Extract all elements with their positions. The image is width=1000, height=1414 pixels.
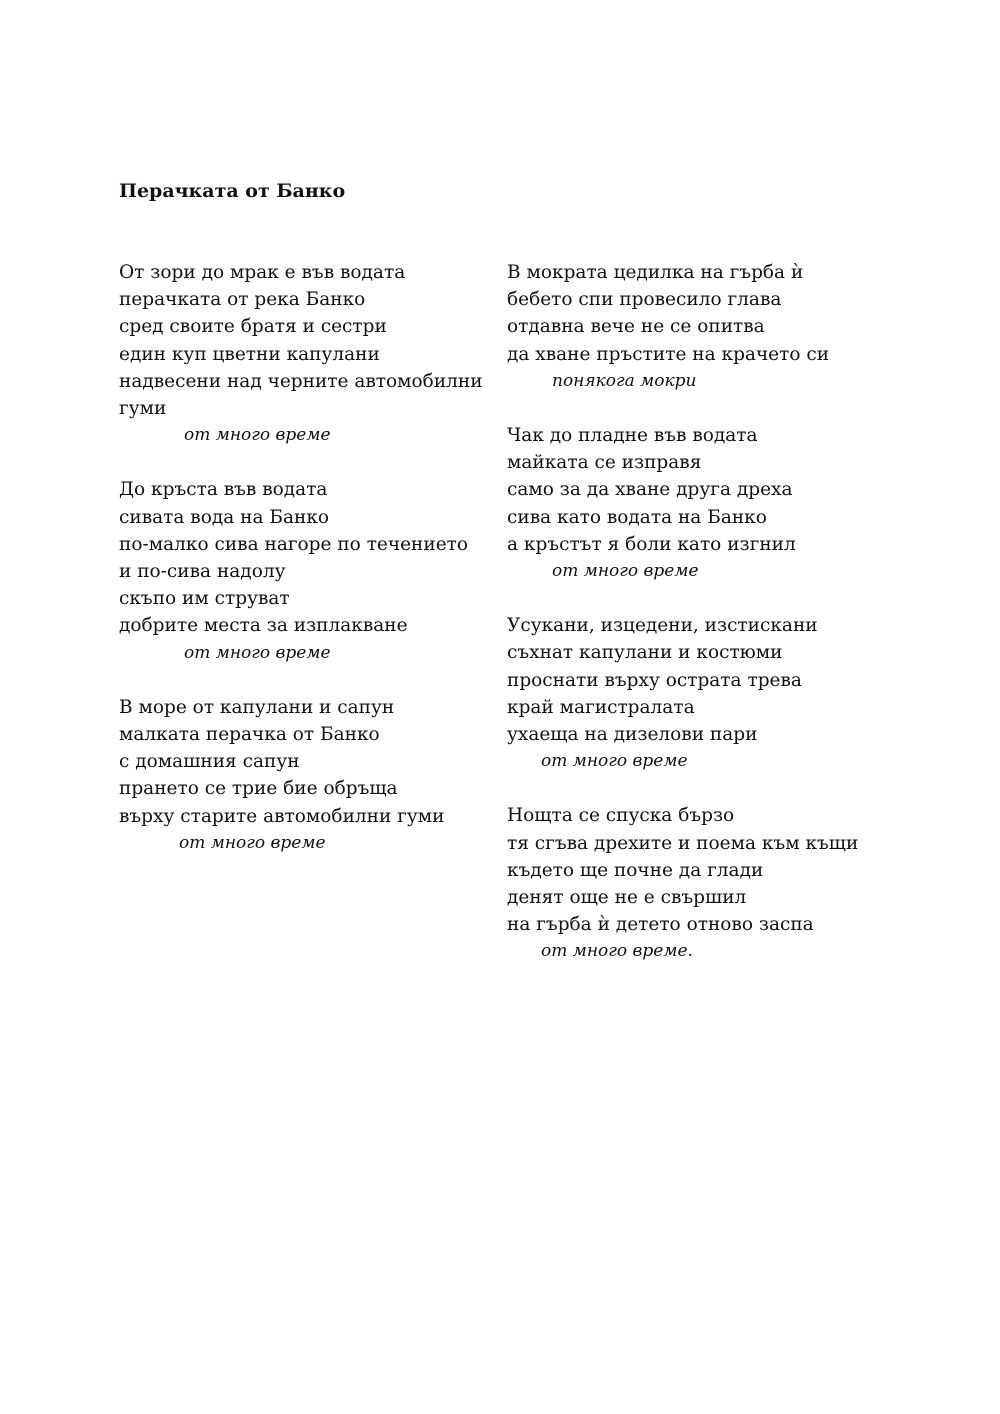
verse-line: денят още не е свършил xyxy=(507,887,747,909)
verse-line: с домашния сапун xyxy=(119,751,300,773)
verse-line: От зори до мрак е във водата xyxy=(119,262,406,283)
poem-column-right xyxy=(507,259,907,993)
verse-line: по-малко сива нагоре по течението xyxy=(119,533,469,555)
stanza xyxy=(507,259,907,395)
stanza xyxy=(507,422,907,585)
verse-line: сивата вода на Банко xyxy=(119,506,330,528)
refrain-line: от много време xyxy=(184,642,331,663)
verse-line: съхнат капулани и костюми xyxy=(507,642,783,664)
verse-line: Чак до пладне във водата xyxy=(507,425,758,447)
verse-line: край магистралата xyxy=(507,696,695,718)
verse-line: перачката от река Банко xyxy=(119,289,366,311)
refrain-line: от много време. xyxy=(541,941,693,962)
verse-line: сред своите братя и сестри xyxy=(119,316,387,338)
verse-line: където ще почне да глади xyxy=(507,859,764,881)
poem-column-left xyxy=(119,259,519,884)
poem-title: Перачката от Банко xyxy=(119,180,346,202)
refrain-line: от много време xyxy=(179,832,326,853)
verse-line: В мократа цедилка на гърба ѝ xyxy=(507,262,804,283)
verse-line: малката перачка от Банко xyxy=(119,724,380,746)
stanza xyxy=(507,612,907,775)
stanza xyxy=(507,802,907,965)
verse-line: майката се изправя xyxy=(507,452,702,474)
stanza xyxy=(119,476,519,666)
verse-line: и по-сива надолу xyxy=(119,561,286,583)
verse-line: върху старите автомобилни гуми xyxy=(119,805,445,827)
verse-line: само за да хване друга дреха xyxy=(507,479,793,501)
verse-line: тя сгъва дрехите и поема към къщи xyxy=(507,832,859,854)
refrain-line: понякога мокри xyxy=(552,370,697,391)
verse-line: До кръста във водата xyxy=(119,479,328,501)
verse-line: гуми xyxy=(119,398,167,420)
verse-line: Нощта се спуска бързо xyxy=(507,805,735,827)
verse-line: проснати върху острата трева xyxy=(507,669,802,691)
verse-line: а кръстът я боли като изгнил xyxy=(507,533,796,555)
refrain-line: от много време xyxy=(541,751,688,772)
verse-line: отдавна вече не се опитва xyxy=(507,316,765,338)
verse-line: В море от капулани и сапун xyxy=(119,696,395,718)
verse-line: надвесени над черните автомобилни xyxy=(119,370,483,392)
verse-line: сива като водата на Банко xyxy=(507,506,767,528)
verse-line: един куп цветни капулани xyxy=(119,343,380,365)
refrain-line: от много време xyxy=(552,561,699,582)
verse-line: бебето спи провесило глава xyxy=(507,289,782,311)
verse-line: на гърба ѝ детето отново заспа xyxy=(507,914,814,936)
stanza xyxy=(119,694,519,857)
verse-line: прането се трие бие обръща xyxy=(119,778,398,800)
verse-line: да хване пръстите на крачето си xyxy=(507,343,830,365)
verse-line: Усукани, изцедени, изстискани xyxy=(507,615,818,637)
stanza xyxy=(119,259,519,449)
verse-line: добрите места за изплакване xyxy=(119,615,408,637)
refrain-line: от много време xyxy=(184,425,331,446)
verse-line: ухаеща на дизелови пари xyxy=(507,724,758,746)
verse-line: скъпо им струват xyxy=(119,588,290,610)
